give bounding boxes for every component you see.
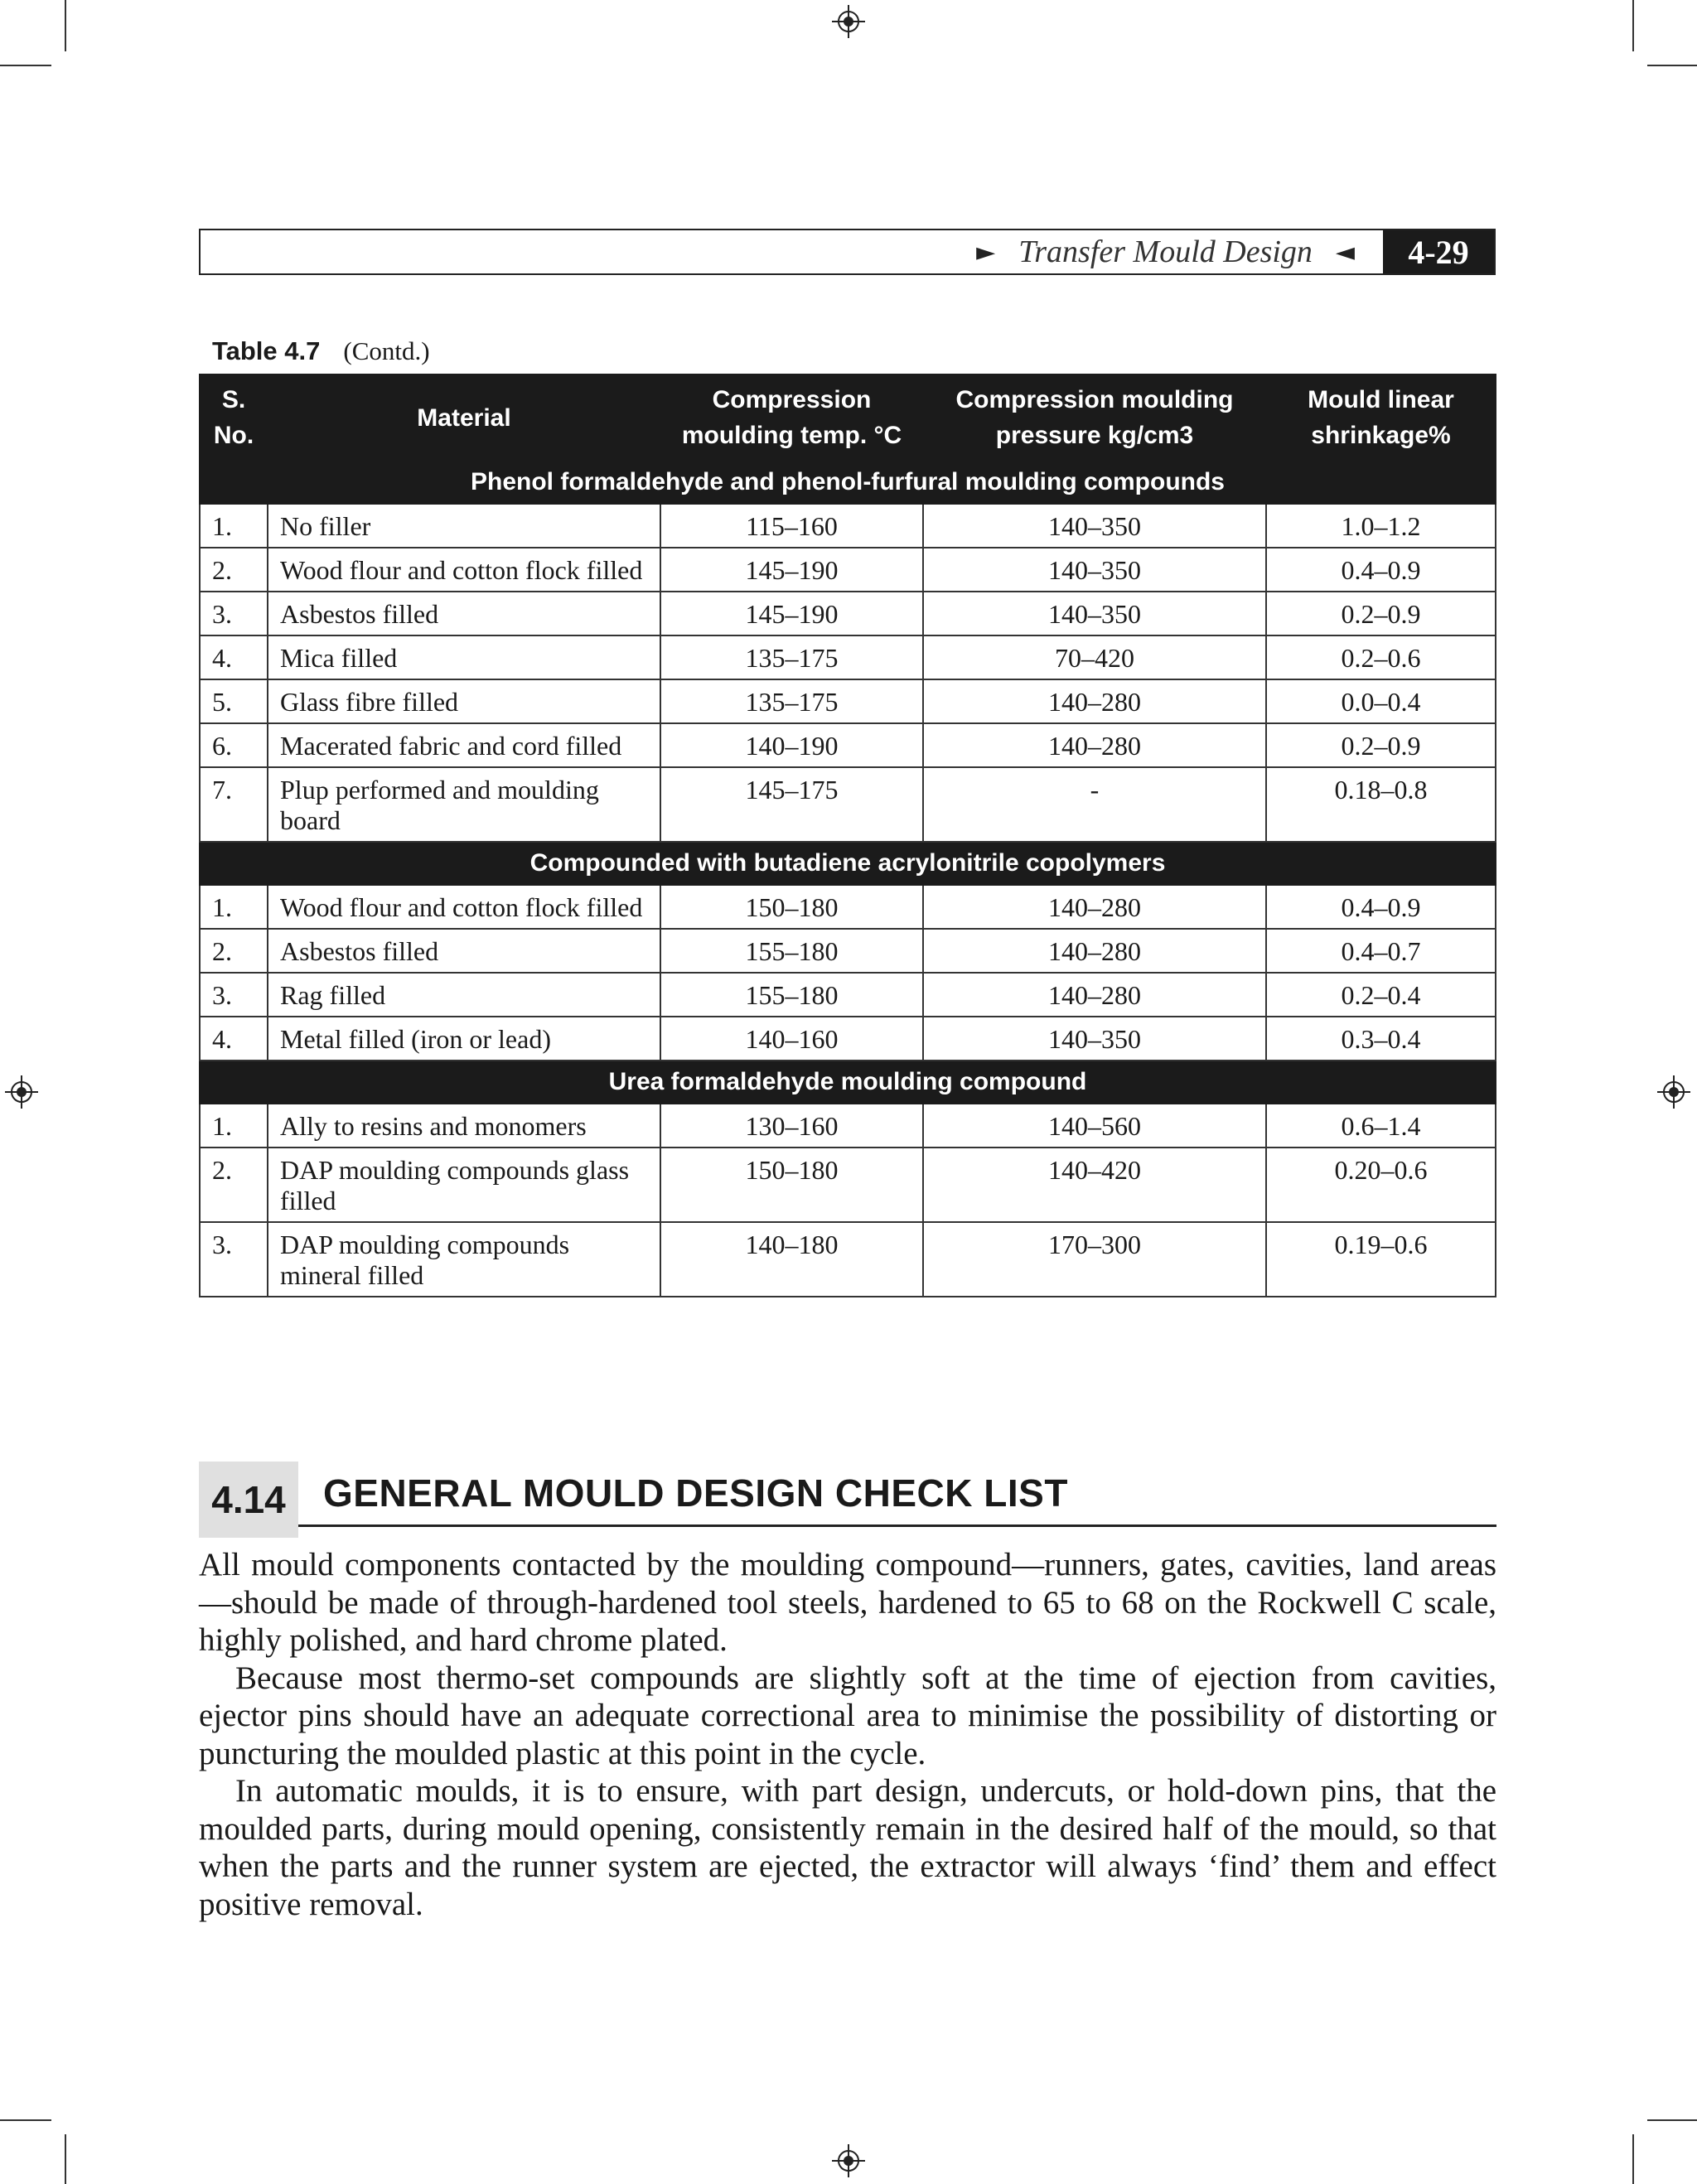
temperature-cell: 140–180 (660, 1222, 923, 1297)
pressure-cell: 140–280 (923, 929, 1266, 973)
material-cell: Asbestos filled (268, 929, 660, 973)
crop-mark (1632, 2134, 1634, 2184)
sno-cell: 7. (200, 767, 268, 842)
section-title: GENERAL MOULD DESIGN CHECK LIST (323, 1471, 1068, 1515)
crop-mark (0, 65, 51, 66)
shrinkage-cell: 0.2–0.9 (1266, 723, 1496, 767)
material-cell: Wood flour and cotton flock filled (268, 885, 660, 929)
table-row (200, 767, 1496, 842)
sno-cell: 2. (200, 548, 268, 592)
sno-cell: 1. (200, 1104, 268, 1148)
section-header-cell: Compounded with butadiene acrylonitrile copolymers (200, 842, 1496, 885)
table-row (200, 973, 1496, 1017)
material-cell: No filler (268, 504, 660, 548)
table-row (200, 1222, 1496, 1297)
temperature-cell: 140–160 (660, 1017, 923, 1061)
shrinkage-cell: 0.4–0.7 (1266, 929, 1496, 973)
material-table (199, 374, 1496, 1297)
temperature-cell: 155–180 (660, 929, 923, 973)
shrinkage-cell: 0.18–0.8 (1266, 767, 1496, 842)
paragraph: All mould components contacted by the moulding compound—runners, gates, cavities, land areas—should be made of through-hardened tool steels, hardened to 65 to 68 on the Rockwell C scale, highly polished, and hard chrome plated. (199, 1547, 1496, 1658)
shrinkage-cell: 0.2–0.9 (1266, 592, 1496, 635)
shrinkage-cell: 0.3–0.4 (1266, 1017, 1496, 1061)
material-cell: Ally to resins and monomers (268, 1104, 660, 1148)
pressure-cell: 140–280 (923, 723, 1266, 767)
crop-mark (1647, 2119, 1697, 2121)
table-row (200, 1148, 1496, 1222)
running-header (199, 229, 1496, 275)
pressure-cell: 140–350 (923, 592, 1266, 635)
material-cell: Rag filled (268, 973, 660, 1017)
temperature-cell: 130–160 (660, 1104, 923, 1148)
shrinkage-cell: 1.0–1.2 (1266, 504, 1496, 548)
material-cell: Wood flour and cotton flock filled (268, 548, 660, 592)
table-row (200, 679, 1496, 723)
sno-cell: 1. (200, 504, 268, 548)
shrinkage-cell: 0.20–0.6 (1266, 1148, 1496, 1222)
temperature-cell: 145–190 (660, 592, 923, 635)
column-header-material: Material (268, 374, 660, 461)
shrinkage-cell: 0.0–0.4 (1266, 679, 1496, 723)
pressure-cell: 140–280 (923, 885, 1266, 929)
left-pointer-icon: ◄ (1335, 237, 1355, 267)
table-body (200, 461, 1496, 1297)
registration-mark-icon (5, 1075, 38, 1109)
material-cell: DAP moulding compounds glass filled (268, 1148, 660, 1222)
sno-cell: 4. (200, 635, 268, 679)
crop-mark (65, 0, 66, 51)
pressure-cell: - (923, 767, 1266, 842)
section-number: 4.14 (199, 1462, 298, 1538)
column-header-sno: S. No. (200, 374, 268, 461)
paragraph: Because most thermo-set compounds are slightly soft at the time of ejection from cavities, ejector pins should have an adequate correctional area to minimise the possibility of distorting or puncturing the moulded plastic at this point in the cycle. (199, 1660, 1496, 1771)
table-row (200, 635, 1496, 679)
pressure-cell: 140–560 (923, 1104, 1266, 1148)
temperature-cell: 155–180 (660, 973, 923, 1017)
temperature-cell: 150–180 (660, 885, 923, 929)
pressure-cell: 170–300 (923, 1222, 1266, 1297)
pressure-cell: 70–420 (923, 635, 1266, 679)
pressure-cell: 140–350 (923, 1017, 1266, 1061)
material-cell: Metal filled (iron or lead) (268, 1017, 660, 1061)
temperature-cell: 140–190 (660, 723, 923, 767)
column-header-shrinkage: Mould linear shrinkage% (1266, 374, 1496, 461)
table-row (200, 885, 1496, 929)
sno-cell: 4. (200, 1017, 268, 1061)
material-cell: DAP moulding compounds mineral filled (268, 1222, 660, 1297)
column-header-temperature: Compression moulding temp. °C (660, 374, 923, 461)
shrinkage-cell: 0.2–0.4 (1266, 973, 1496, 1017)
material-cell: Asbestos filled (268, 592, 660, 635)
table-caption-continued: (Contd.) (343, 336, 430, 365)
material-cell: Plup performed and moulding board (268, 767, 660, 842)
table-row (200, 1017, 1496, 1061)
column-header-pressure: Compression moulding pressure kg/cm3 (923, 374, 1266, 461)
pressure-cell: 140–280 (923, 973, 1266, 1017)
sno-cell: 6. (200, 723, 268, 767)
registration-mark-icon (832, 2144, 865, 2177)
registration-mark-icon (832, 5, 865, 38)
table-row (200, 929, 1496, 973)
temperature-cell: 150–180 (660, 1148, 923, 1222)
table-section-row (200, 461, 1496, 504)
sno-cell: 3. (200, 973, 268, 1017)
shrinkage-cell: 0.4–0.9 (1266, 548, 1496, 592)
sno-cell: 3. (200, 1222, 268, 1297)
sno-cell: 5. (200, 679, 268, 723)
pressure-cell: 140–420 (923, 1148, 1266, 1222)
table-row (200, 723, 1496, 767)
running-header-title-group (976, 230, 1383, 273)
table-row (200, 592, 1496, 635)
table-caption-label: Table 4.7 (212, 336, 321, 365)
sno-cell: 2. (200, 929, 268, 973)
section-header-cell: Urea formaldehyde moulding compound (200, 1061, 1496, 1104)
section-heading (199, 1462, 1496, 1527)
crop-mark (1647, 65, 1697, 66)
chapter-title: Transfer Mould Design (1018, 234, 1313, 269)
material-cell: Glass fibre filled (268, 679, 660, 723)
crop-mark (65, 2134, 66, 2184)
temperature-cell: 145–175 (660, 767, 923, 842)
crop-mark (0, 2119, 51, 2121)
table-header-row (200, 374, 1496, 461)
temperature-cell: 135–175 (660, 635, 923, 679)
shrinkage-cell: 0.6–1.4 (1266, 1104, 1496, 1148)
shrinkage-cell: 0.4–0.9 (1266, 885, 1496, 929)
sno-cell: 1. (200, 885, 268, 929)
table-row (200, 548, 1496, 592)
table-caption (212, 336, 430, 366)
temperature-cell: 115–160 (660, 504, 923, 548)
table-row (200, 1104, 1496, 1148)
pressure-cell: 140–350 (923, 504, 1266, 548)
body-text (199, 1546, 1496, 1923)
temperature-cell: 145–190 (660, 548, 923, 592)
table-row (200, 504, 1496, 548)
section-header-cell: Phenol formaldehyde and phenol-furfural moulding compounds (200, 461, 1496, 504)
table-section-row (200, 1061, 1496, 1104)
pressure-cell: 140–350 (923, 548, 1266, 592)
shrinkage-cell: 0.19–0.6 (1266, 1222, 1496, 1297)
material-cell: Mica filled (268, 635, 660, 679)
registration-mark-icon (1657, 1075, 1690, 1109)
table-section-row (200, 842, 1496, 885)
right-pointer-icon: ► (976, 237, 996, 267)
page-number: 4-29 (1383, 230, 1494, 273)
material-cell: Macerated fabric and cord filled (268, 723, 660, 767)
sno-cell: 2. (200, 1148, 268, 1222)
pressure-cell: 140–280 (923, 679, 1266, 723)
temperature-cell: 135–175 (660, 679, 923, 723)
paragraph: In automatic moulds, it is to ensure, with part design, undercuts, or hold-down pins, that the moulded parts, during mould opening, consistently remain in the desired half of the mould, so that when the parts and the runner system are ejected, the extractor will always ‘find’ them and effect positive removal. (199, 1773, 1496, 1922)
shrinkage-cell: 0.2–0.6 (1266, 635, 1496, 679)
crop-mark (1632, 0, 1634, 51)
sno-cell: 3. (200, 592, 268, 635)
